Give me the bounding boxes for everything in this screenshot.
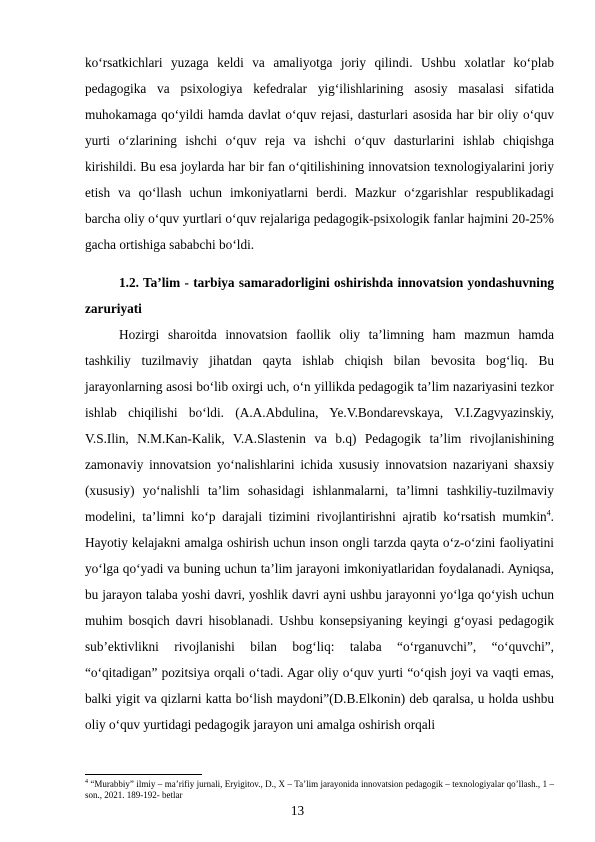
paragraph-continued: ko‘rsatkichlari yuzaga keldi va amaliyotga joriy qilindi. Ushbu xolatlar ko‘plab pedagogika va psixologiya kefedralar yig‘ilishlarining asosiy masalasi sifatida muhokamaga qo‘yildi hamda davlat o‘quv rejasi, dasturlari asosida har bir oliy o‘quv yurti o‘zlarining ishchi o‘quv reja va ishchi o‘quv dasturlarini ishlab chiqishga kirishildi. Bu esa joylarda har bir fan o‘qitilishining innovatsion texnologiyalarini joriy etish va qo‘llash uchun imkoniyatlarni berdi. Mazkur o‘zgarishlar respublikadagi barcha oliy o‘quv yurtlari o‘quv rejalariga pedagogik-psixologik fanlar hajmini 20-25% gacha ortishiga sababchi bo‘ldi. xyxy=(85,55,554,252)
footnote-marker: 4 xyxy=(85,779,88,785)
footnote-reference[interactable]: 4 xyxy=(546,508,551,518)
footnote xyxy=(85,779,554,801)
footnote-text: “Murabbiy” ilmiy – ma’rifiy jurnali, Eryigitov., D., X – Ta’lim jarayonida innovatsion pedagogik – texnologiyalar qo’llash., 1 – son., 2021. 189-192- betlar xyxy=(85,779,554,800)
section-heading: 1.2. Ta’lim - tarbiya samaradorligini oshirishda innovatsion yondashuvning zaruriyati xyxy=(85,275,554,316)
paragraph-main-text-b: . Hayotiy kelajakni amalga oshirish uchun inson ongli tarzda qayta o‘z-o‘zini faoliyatini yo‘lga qo‘yadi va buning uchun ta’lim jarayoni imkoniyatlaridan foydalanadi. Ayniqsa, bu jarayon talaba yoshi davri, yoshlik davri ayni ushbu jarayonni yo‘lga qo‘yish uchun muhim bosqich davri hisoblanadi. Ushbu konsepsiyaning keyingi g‘oyasi pedagogik sub’ektivlikni rivojlanishi bilan bog‘liq: talaba “o‘rganuvchi”, “o‘quvchi”, “o‘qitadigan” pozitsiya orqali o‘tadi. Agar oliy o‘quv yurti “o‘qish joyi va vaqti emas, balki yigit va qizlarni katta bo‘lish maydoni”(D.B.Elkonin) deb qaralsa, u holda ushbu oliy o‘quv yurtidagi pedagogik jarayon uni amalga oshirish orqali xyxy=(85,509,554,732)
paragraph-main-text-a: Hozirgi sharoitda innovatsion faollik oliy ta’limning ham mazmun hamda tashkiliy tuzilmaviy jihatdan qayta ishlab chiqish bilan bevosita bog‘liq. Bu jarayonlarning asosi bo‘lib oxirgi uch, o‘n yillikda pedagogik ta’lim nazariyasini tezkor ishlab chiqilishi bo‘ldi. (A.A.Abdulina, Ye.V.Bondarevskaya, V.I.Zagvyazinskiy, V.S.Ilin, N.M.Kan-Kalik, V.A.Slastenin va b.q) Pedagogik ta’lim rivojlanishining zamonaviy innovatsion yo‘nalishlarini ichida xususiy innovatsion nazariyani shaxsiy (xususiy) yo‘nalishli ta’lim sohasidagi ishlanmalarni, ta’limni tashkiliy-tuzilmaviy modelini, ta’limni ko‘p darajali tizimini rivojlantirishni ajratib ko‘rsatish mumkin xyxy=(85,327,554,524)
footnote-separator xyxy=(85,774,202,775)
body-text xyxy=(85,50,554,738)
paragraph-main xyxy=(85,322,554,738)
page-number: 13 xyxy=(290,803,305,818)
